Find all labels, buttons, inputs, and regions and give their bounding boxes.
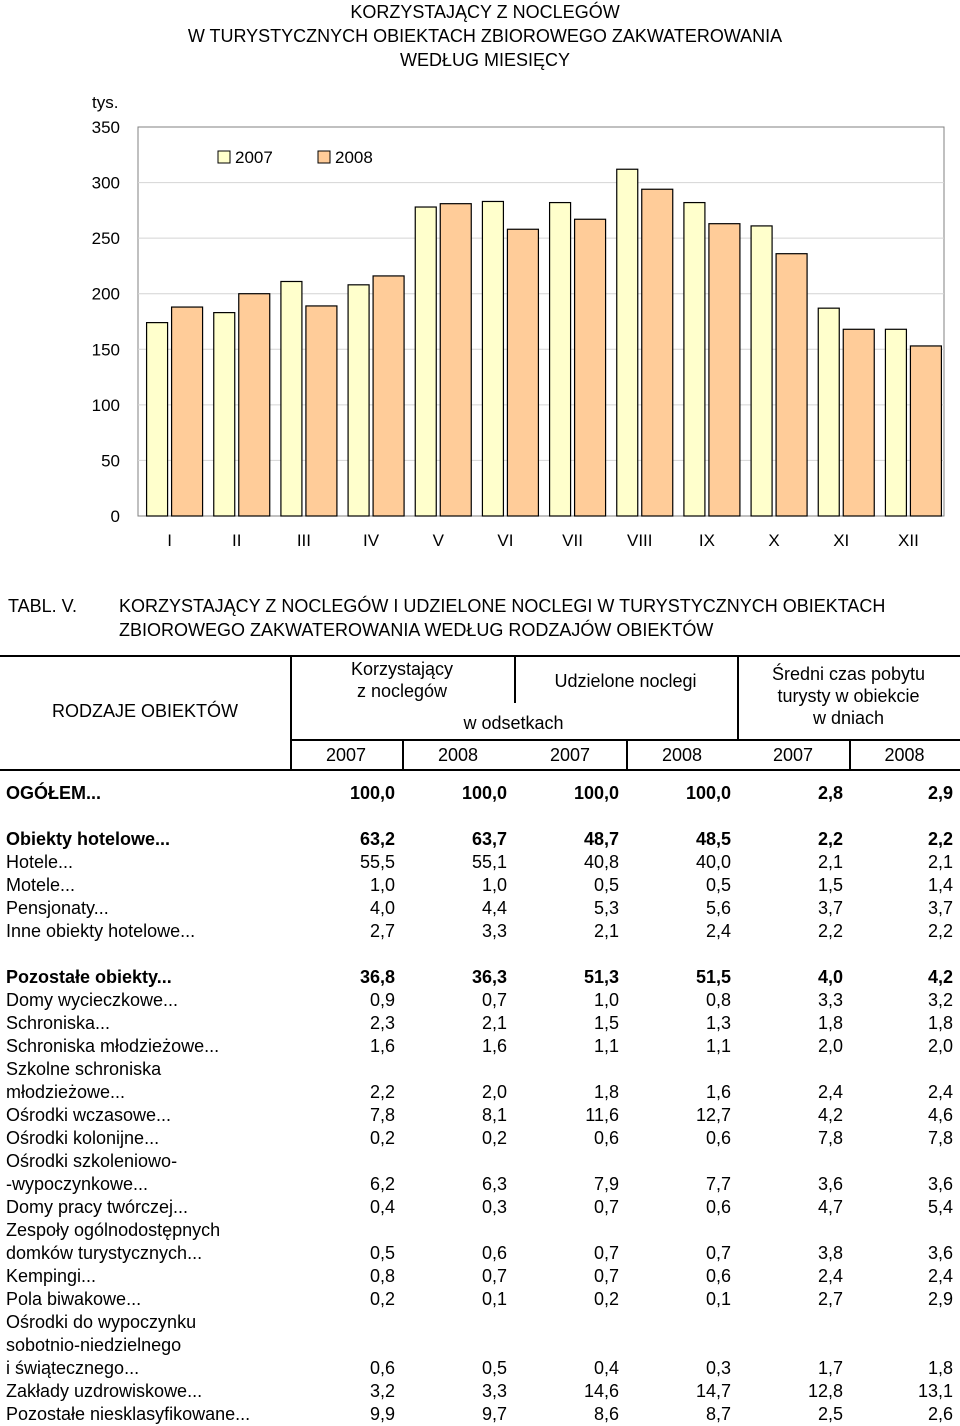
bar-2008-XII [910,346,941,516]
bar-2008-XI [843,329,874,516]
header-year: 2007 [549,745,591,765]
row-value: 0,7 [481,1266,507,1286]
row-label: Ośrodki szkoleniowo- [6,1151,178,1171]
row-value: 0,4 [369,1197,395,1217]
bar-2007-VIII [617,169,638,516]
row-value: 0,2 [481,1128,507,1148]
row-value: 2,9 [927,783,953,803]
row-value: 0,7 [593,1266,619,1286]
table-row [0,1265,960,1288]
row-value: 100,0 [461,783,507,803]
header-korzystajacy-line: Korzystający [350,659,454,679]
leader-dots: ... [180,921,196,941]
x-tick-label: VI [497,531,514,550]
table-row [0,920,960,943]
header-year: 2008 [661,745,703,765]
table-row [0,1357,960,1380]
row-value: 1,8 [593,1082,619,1102]
header-rodzaje: RODZAJE OBIEKTÓW [51,701,238,721]
row-value: 3,6 [927,1174,953,1194]
row-value: 3,6 [927,1243,953,1263]
row-label: Domy wycieczkowe... [6,990,179,1010]
row-value: 2,4 [705,921,731,941]
row-value: 2,0 [927,1036,953,1056]
row-value: 2,2 [369,1082,395,1102]
table-row [0,782,960,805]
table-row [0,989,960,1012]
leader-dots: ... [81,1266,97,1286]
row-label: Pensjonaty... [6,898,109,918]
row-value: 48,7 [583,829,619,849]
row-value: 7,8 [927,1128,953,1148]
row-value: 1,8 [927,1358,953,1378]
row-value: 0,7 [593,1243,619,1263]
row-value: 14,7 [695,1381,731,1401]
row-value: 2,7 [369,921,395,941]
row-value: 3,2 [927,990,953,1010]
table-row [0,1081,960,1104]
row-value: 40,8 [583,852,619,872]
row-value: 1,8 [927,1013,953,1033]
row-label: Ośrodki wczasowe... [6,1105,172,1125]
row-value: 7,7 [705,1174,731,1194]
leader-dots: ... [156,1105,172,1125]
row-value: 2,2 [927,921,953,941]
row-value: 51,3 [583,967,619,987]
row-value: 0,7 [481,990,507,1010]
header-korzystajacy [290,658,514,702]
legend-swatch-2007 [218,151,230,163]
row-value: 4,0 [369,898,395,918]
bar-2007-IV [348,285,369,516]
row-value: 55,5 [359,852,395,872]
table-row [0,1035,960,1058]
row-value: 2,1 [481,1013,507,1033]
table-row [0,851,960,874]
table-body [0,782,960,1426]
row-label: Inne obiekty hotelowe... [6,921,196,941]
row-value: 3,3 [481,1381,507,1401]
table-row [0,874,960,897]
leader-dots: ... [163,990,179,1010]
table-row [0,1403,960,1426]
leader-dots: ... [110,1082,126,1102]
row-label: Pozostałe niesklasyfikowane... [6,1404,251,1424]
row-value: 48,5 [695,829,731,849]
x-tick-label: VIII [626,531,653,550]
leader-dots: ... [124,1358,140,1378]
row-value: 2,1 [927,852,953,872]
leader-dots: ... [93,898,109,918]
row-label: Zakłady uzdrowiskowe... [6,1381,203,1401]
row-value: 3,8 [817,1243,843,1263]
row-value: 2,2 [817,829,843,849]
header-sredni [737,663,960,729]
x-tick-label: XI [833,531,850,550]
row-value: 11,6 [585,1105,619,1125]
row-label: sobotnio-niedzielnego [6,1335,182,1355]
row-value: 0,1 [705,1289,731,1309]
row-label: Kempingi... [6,1266,97,1286]
bar-2008-III [306,306,337,516]
row-value: 0,2 [369,1128,395,1148]
row-value: 0,4 [593,1358,619,1378]
table-title: KORZYSTAJĄCY Z NOCLEGÓW I UDZIELONE NOCLEGI W TURYSTYCZNYCH OBIEKTACH ZBIOROWEGO ZAKWATEROWANIA WEDŁUG RODZAJÓW OBIEKTÓW [119,596,886,640]
row-label: domków turystycznych... [6,1243,203,1263]
header-bottom-rule [0,769,960,771]
bar-2007-II [214,313,235,516]
row-value: 3,6 [817,1174,843,1194]
row-value: 3,7 [927,898,953,918]
table-row [0,1380,960,1403]
row-value: 0,2 [593,1289,619,1309]
row-value: 2,4 [927,1266,953,1286]
x-tick-label: I [167,531,172,550]
row-value: 0,8 [705,990,731,1010]
row-label: Szkolne schroniska [6,1059,162,1079]
row-value: 51,5 [695,967,731,987]
table-row [0,1173,960,1196]
row-value: 0,9 [369,990,395,1010]
row-value: 1,0 [481,875,507,895]
row-value: 7,8 [369,1105,395,1125]
header-year: 2008 [884,745,925,765]
bar-2008-X [776,254,807,516]
table-row [0,1242,960,1265]
row-value: 2,0 [481,1082,507,1102]
x-tick-label: XII [898,531,919,550]
row-value: 0,5 [705,875,731,895]
y-tick-label: 150 [91,340,120,360]
row-value: 5,4 [927,1197,953,1217]
row-value: 8,6 [593,1404,619,1424]
row-value: 2,0 [817,1036,843,1056]
row-value: 63,2 [359,829,395,849]
row-value: 0,1 [481,1289,507,1309]
y-tick-label: 350 [91,118,120,137]
row-value: 12,7 [695,1105,731,1125]
header-sredni-line: turysty w obiekcie [777,686,920,706]
row-value: 2,1 [593,921,619,941]
row-label: Ośrodki kolonijne... [6,1128,160,1148]
row-value: 1,4 [927,875,953,895]
row-label: OGÓŁEM... [6,783,102,803]
row-value: 2,2 [817,921,843,941]
row-value: 100,0 [573,783,619,803]
row-label: Obiekty hotelowe... [6,829,171,849]
row-value: 3,3 [481,921,507,941]
y-tick-label: 100 [91,395,120,415]
bar-2008-VII [575,219,606,516]
row-value: 0,8 [369,1266,395,1286]
table-row [0,1104,960,1127]
table-row-continuation [0,1334,960,1357]
row-label: Schroniska młodzieżowe... [6,1036,220,1056]
monthly-bar-chart [0,85,960,560]
leader-dots: ... [235,1404,251,1424]
leader-dots: ... [187,1243,203,1263]
header-top-rule [0,655,960,657]
header-year: 2007 [325,745,367,765]
row-value: 0,5 [369,1243,395,1263]
row-value: 3,3 [817,990,843,1010]
table-row-continuation [0,1058,960,1081]
row-label: Hotele... [6,852,74,872]
header-sredni-line: w dniach [812,708,885,728]
row-value: 5,6 [705,898,731,918]
leader-dots: ... [144,1128,160,1148]
row-value: 1,3 [705,1013,731,1033]
row-value: 36,8 [359,967,395,987]
row-value: 1,1 [593,1036,619,1056]
y-unit-label: tys. [92,93,119,112]
row-value: 2,1 [817,852,843,872]
row-value: 2,7 [817,1289,843,1309]
row-value: 1,6 [705,1082,731,1102]
row-label: Motele... [6,875,76,895]
row-value: 4,2 [927,967,953,987]
bar-2007-I [147,323,168,516]
bar-2007-V [415,207,436,516]
bar-2008-IV [373,276,404,516]
row-value: 0,5 [481,1358,507,1378]
row-value: 0,6 [593,1128,619,1148]
table-row [0,1012,960,1035]
row-value: 100,0 [685,783,731,803]
bar-2007-III [281,281,302,516]
row-value: 0,7 [705,1243,731,1263]
header-sredni-line: Średni czas pobytu [771,664,926,684]
bar-2007-IX [684,203,705,516]
row-label: Zespoły ogólnodostępnych [6,1220,221,1240]
row-value: 2,5 [817,1404,843,1424]
legend-swatch-2008 [318,151,330,163]
row-value: 6,2 [369,1174,395,1194]
table-row-continuation [0,1150,960,1173]
row-value: 4,0 [817,967,843,987]
row-value: 0,6 [705,1128,731,1148]
x-tick-label: X [768,531,780,550]
row-value: 0,5 [593,875,619,895]
row-value: 1,1 [705,1036,731,1056]
bar-2007-XI [818,308,839,516]
leader-dots: ... [86,783,102,803]
row-value: 2,4 [817,1082,843,1102]
row-spacer [0,805,960,828]
y-tick-label: 200 [91,284,120,304]
row-label: Schroniska... [6,1013,111,1033]
row-value: 36,3 [471,967,507,987]
header-korzystajacy-line: z noclegów [356,681,448,701]
row-value: 2,8 [817,783,843,803]
leader-dots: ... [204,1036,220,1056]
row-value: 1,6 [369,1036,395,1056]
y-tick-label: 250 [91,229,120,249]
bar-2007-VI [482,201,503,516]
row-value: 3,2 [369,1381,395,1401]
row-value: 0,6 [705,1266,731,1286]
bar-2008-II [239,294,270,516]
row-value: 0,6 [481,1243,507,1263]
table-header [0,655,960,771]
table-row-continuation [0,1311,960,1334]
row-label: Ośrodki do wypoczynku [6,1312,197,1332]
bar-2008-VIII [642,189,673,516]
row-value: 0,7 [593,1197,619,1217]
chart-title-line: W TURYSTYCZNYCH OBIEKTACH ZBIOROWEGO ZAKWATEROWANIA [187,26,783,46]
legend-label-2008: 2008 [335,148,373,167]
bar-2008-VI [507,229,538,516]
row-value: 7,9 [593,1174,619,1194]
row-value: 2,9 [927,1289,953,1309]
row-value: 100,0 [349,783,395,803]
row-value: 0,6 [369,1358,395,1378]
legend-label-2007: 2007 [235,148,273,167]
row-value: 8,7 [705,1404,731,1424]
row-value: 3,7 [817,898,843,918]
row-value: 1,8 [817,1013,843,1033]
leader-dots: ... [126,1289,142,1309]
table-row [0,1288,960,1311]
x-tick-label: II [232,531,242,550]
leader-dots: ... [173,1197,189,1217]
row-value: 4,2 [817,1105,843,1125]
row-value: 40,0 [695,852,731,872]
row-value: 0,3 [705,1358,731,1378]
row-value: 0,3 [481,1197,507,1217]
row-label: -wypoczynkowe... [6,1174,149,1194]
table-row [0,1127,960,1150]
row-value: 1,5 [593,1013,619,1033]
header-years-rule [290,739,960,741]
row-value: 4,7 [817,1197,843,1217]
row-value: 8,1 [481,1105,507,1125]
header-udzielone: Udzielone noclegi [554,671,697,691]
row-value: 7,8 [817,1128,843,1148]
row-label: Pozostałe obiekty... [6,967,172,987]
y-tick-label: 0 [110,507,120,526]
x-tick-label: VII [562,531,583,550]
bar-2008-I [172,307,203,516]
leader-dots: ... [95,1013,111,1033]
row-value: 1,5 [817,875,843,895]
leader-dots: ... [60,875,76,895]
bar-2008-V [440,204,471,516]
row-value: 1,7 [817,1358,843,1378]
leader-dots: ... [155,829,171,849]
table-row [0,828,960,851]
row-label: Domy pracy twórczej... [6,1197,189,1217]
row-value: 5,3 [593,898,619,918]
row-value: 1,0 [369,875,395,895]
leader-dots: ... [187,1381,203,1401]
row-value: 1,0 [593,990,619,1010]
bar-2007-XII [885,329,906,516]
y-tick-label: 300 [91,173,120,193]
row-value: 4,4 [481,898,507,918]
row-label: Pola biwakowe... [6,1289,142,1309]
row-label: i świątecznego... [6,1358,140,1378]
header-year: 2008 [437,745,479,765]
chart-title-line: KORZYSTAJĄCY Z NOCLEGÓW [350,2,620,22]
y-tick-label: 50 [101,451,120,471]
leader-dots: ... [133,1174,149,1194]
row-spacer [0,943,960,966]
row-value: 4,6 [927,1105,953,1125]
bar-2007-VII [550,203,571,516]
header-odsetki: w odsetkach [463,713,564,733]
row-value: 1,6 [481,1036,507,1056]
row-value: 55,1 [471,852,507,872]
row-value: 2,2 [927,829,953,849]
row-value: 9,7 [481,1404,507,1424]
row-value: 0,2 [369,1289,395,1309]
row-value: 0,6 [705,1197,731,1217]
row-value: 2,4 [817,1266,843,1286]
row-value: 2,6 [927,1404,953,1424]
row-value: 14,6 [583,1381,619,1401]
chart-title [0,0,960,72]
x-tick-label: IX [698,531,715,550]
x-tick-label: V [432,531,444,550]
row-value: 2,3 [369,1013,395,1033]
bar-2008-IX [709,224,740,516]
row-value: 12,8 [807,1381,843,1401]
leader-dots: ... [58,852,74,872]
header-year: 2007 [772,745,814,765]
row-value: 63,7 [471,829,507,849]
table-row-continuation [0,1219,960,1242]
row-value: 2,4 [927,1082,953,1102]
table-row [0,1196,960,1219]
row-value: 6,3 [481,1174,507,1194]
table-row [0,897,960,920]
row-label: młodzieżowe... [6,1082,126,1102]
leader-dots: ... [156,967,172,987]
bar-2007-X [751,226,772,516]
chart-title-line: WEDŁUG MIESIĘCY [399,50,571,70]
x-tick-label: III [296,531,312,550]
table-row [0,966,960,989]
row-value: 9,9 [369,1404,395,1424]
row-value: 13,1 [917,1381,953,1401]
table-number: TABL. V. [8,596,78,616]
x-tick-label: IV [363,531,380,550]
